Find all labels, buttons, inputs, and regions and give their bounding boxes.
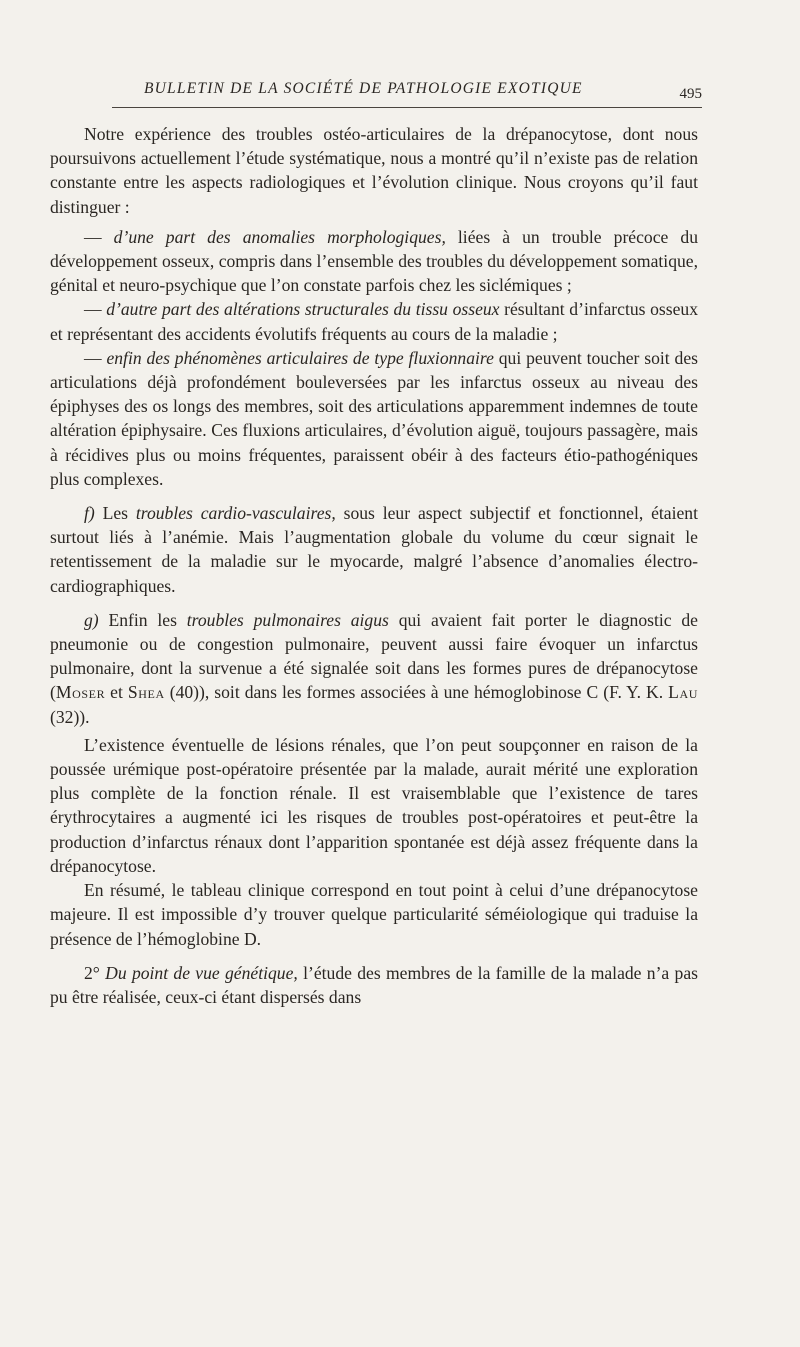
header-rule [112, 107, 702, 108]
running-head [112, 80, 702, 110]
emphasis-articular: enfin des phénomènes articulaires de type fluxionnaire [106, 347, 494, 368]
paragraph-articular-phenomena: — enfin des phénomènes articulaires de type fluxionnaire qui peuvent toucher soit des articulations déjà profondément bouleversées par les infarctus osseux au niveau des épiphyses des os longs des membres, soit des articulations apparemment indemnes de toute altération épiphysaire. Ces fluxions articulaires, d’évolution aiguë, toujours passagère, mais à récidives plus ou moins fréquentes, paraissent obéir à des facteurs étio-pathogéniques plus complexes. [50, 347, 698, 489]
paragraph-genetic: 2° Du point de vue génétique, l’étude des membres de la famille de la malade n’a pas pu être réalisée, ceux-ci étant dispersés dans [50, 962, 698, 1007]
emphasis-genetic: Du point de vue génétique, [105, 962, 298, 983]
author-moser: Moser [55, 682, 106, 703]
article-body [50, 122, 698, 1009]
paragraph-pulmonary: g) Enfin les troubles pulmonaires aigus qui avaient fait porter le diagnostic de pneumonie ou de congestion pulmonaire, peuvent aussi faire évoquer un infarctus pulmonaire, dont la survenue a été signalée soit dans les formes pures de drépanocytose (Moser et Shea (40)), soit dans les formes associées à une hémoglobinose C (F. Y. K. Lau (32)). [50, 609, 698, 727]
paragraph-structural-alterations: — d’autre part des altérations structurales du tissu osseux résultant d’infarctus osseux et représentant des accidents évolutifs fréquents au cours de la maladie ; [50, 299, 698, 344]
author-shea: Shea [127, 682, 165, 703]
item-label-g: g) [84, 609, 99, 630]
page-number: 495 [679, 86, 702, 102]
paragraph-renal: L’existence éventuelle de lésions rénales, que l’on peut soupçonner en raison de la poussée urémique post-opératoire présentée par la malade, aurait mérité une exploration plus complète de la fonction rénale. Il est vraisemblable que l’existence de tares érythrocytaires a augmenté ici les risques de troubles post-opératoires et peut-être la production d’infarctus rénaux dont l’apparition spontanée est déjà assez fréquente dans la drépanocytose. [50, 734, 698, 876]
paragraph-cardio-vascular: f) Les troubles cardio-vasculaires, sous leur aspect subjectif et fonctionnel, étaient surtout liés à l’anémie. Mais l’augmentation globale du volume du cœur signait le retentissement de la maladie sur le myocarde, malgré l’absence d’anomalies électro-cardiographiques. [50, 503, 698, 596]
emphasis-pulmonary: troubles pulmonaires aigus [186, 609, 389, 630]
running-title: BULLETIN DE LA SOCIÉTÉ DE PATHOLOGIE EXOTIQUE [144, 80, 583, 97]
item-label-f: f) [84, 503, 95, 524]
emphasis-morphological: d’une part des anomalies morphologiques, [113, 226, 446, 247]
paragraph-morphological-anomalies: — d’une part des anomalies morphologiques, liées à un trouble précoce du développement osseux, compris dans l’ensemble des troubles du développement somatique, génital et neuro-psychique que l’on constate parfois chez les siclémiques ; [50, 226, 698, 296]
paragraph-summary: En résumé, le tableau clinique correspond en tout point à celui d’une drépanocytose majeure. Il est impossible d’y trouver quelque particularité séméiologique qui traduise la présence de l’hémoglobine D. [50, 880, 698, 949]
emphasis-structural: d’autre part des altérations structurales du tissu osseux [106, 299, 500, 320]
paragraph-intro: Notre expérience des troubles ostéo-articulaires de la drépanocytose, dont nous poursuivons actuellement l’étude systématique, nous a montré qu’il n’existe pas de relation constante entre les aspects radiologiques et l’évolution clinique. Nous croyons qu’il faut distinguer : [50, 124, 698, 217]
item-label-2: 2° [84, 962, 100, 983]
emphasis-cardio: troubles cardio-vasculaires, [135, 503, 336, 524]
author-lau: Lau [668, 682, 698, 703]
